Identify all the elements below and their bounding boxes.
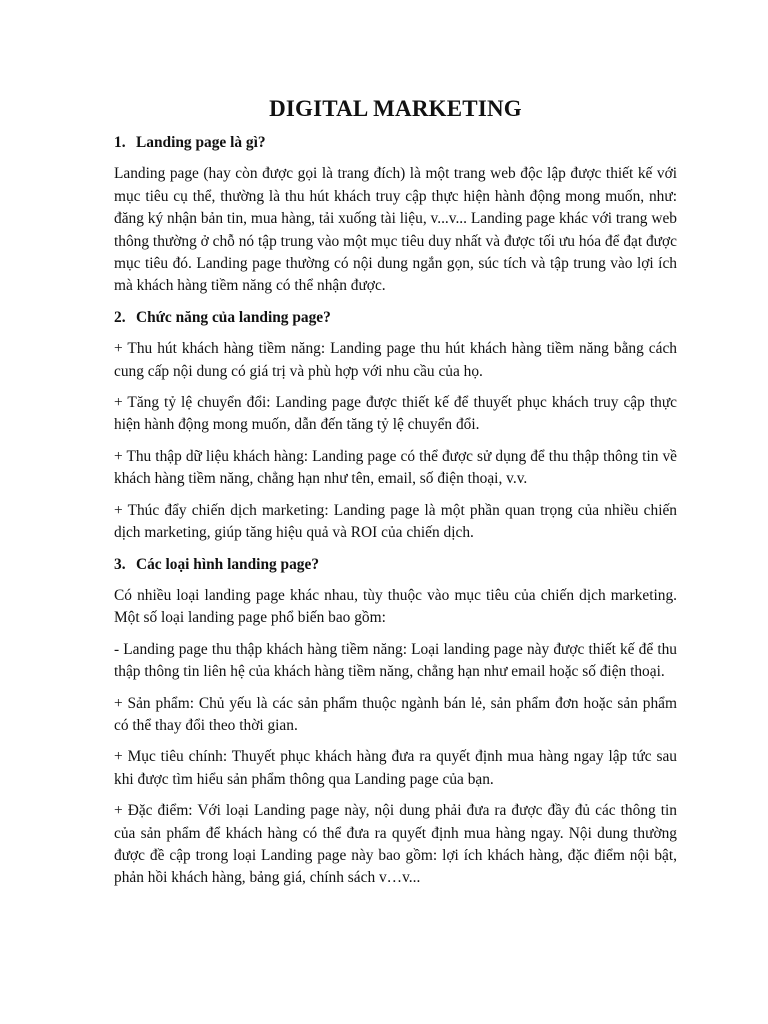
section-heading-2 (114, 307, 677, 329)
paragraph: + Thu thập dữ liệu khách hàng: Landing page có thể được sử dụng để thu thập thông tin về khách hàng tiềm năng, chẳng hạn như tên, email, số điện thoại, v.v. (114, 447, 677, 488)
paragraph: + Thu hút khách hàng tiềm năng: Landing page thu hút khách hàng tiềm năng bằng cách cung cấp nội dung có giá trị và phù hợp với nhu cầu của họ. (114, 340, 677, 380)
document-body (114, 94, 677, 899)
section-heading-text: Landing page là gì? (136, 134, 266, 151)
paragraph: + Sản phẩm: Chủ yếu là các sản phẩm thuộc ngành bán lẻ, sản phẩm đơn hoặc sản phẩm có thể thay đổi theo thời gian. (114, 694, 677, 734)
section-heading-3 (114, 554, 677, 576)
section-number: 2. (114, 308, 126, 326)
section-heading-text: Các loại hình landing page? (136, 555, 320, 573)
section-number: 3. (114, 555, 126, 573)
paragraph: + Thúc đẩy chiến dịch marketing: Landing page là một phần quan trọng của nhiều chiến dịch marketing, giúp tăng hiệu quả và ROI của chiến dịch. (114, 501, 677, 542)
paragraph: Có nhiều loại landing page khác nhau, tùy thuộc vào mục tiêu của chiến dịch marketing. Một số loại landing page phổ biến bao gồm: (114, 586, 677, 627)
section-number: 1. (114, 134, 126, 151)
section-heading-text: Chức năng của landing page? (136, 308, 331, 326)
paragraph: + Mục tiêu chính: Thuyết phục khách hàng đưa ra quyết định mua hàng ngay lập tức sau khi được tìm hiểu sản phẩm thông qua Landing page của bạn. (114, 748, 677, 788)
paragraph: + Đặc điểm: Với loại Landing page này, nội dung phải đưa ra được đầy đủ các thông tin của sản phẩm để khách hàng có thể đưa ra quyết định mua hàng ngay. Nội dung thường được đề cập trong loại Landing page này bao gồm: lợi ích khách hàng, đặc điểm nội bật, phản hồi khách hàng, bảng giá, chính sách v…v... (114, 802, 677, 887)
document-title: DIGITAL MARKETING (269, 96, 522, 121)
paragraph: Landing page (hay còn được gọi là trang đích) là một trang web độc lập được thiết kế với mục tiêu cụ thể, thường là thu hút khách truy cập thực hiện hành động mong muốn, như: đăng ký nhận bản tin, mua hàng, tải xuống tài liệu, v...v... Landing page khác với trang web thông thường ở chỗ nó tập trung vào một mục tiêu duy nhất và được tối ưu hóa để đạt được mục tiêu đó. Landing page thường có nội dung ngắn gọn, súc tích và tập trung vào lợi ích mà khách hàng tiềm năng có thể nhận được. (114, 165, 677, 295)
section-heading-1 (114, 132, 677, 154)
paragraph: - Landing page thu thập khách hàng tiềm năng: Loại landing page này được thiết kế để thu thập thông tin liên hệ của khách hàng tiềm năng, chẳng hạn như email hoặc số điện thoại. (114, 640, 677, 681)
paragraph: + Tăng tỷ lệ chuyển đổi: Landing page được thiết kế để thuyết phục khách truy cập thực hiện hành động mong muốn, dẫn đến tăng tỷ lệ chuyển đổi. (114, 394, 677, 434)
